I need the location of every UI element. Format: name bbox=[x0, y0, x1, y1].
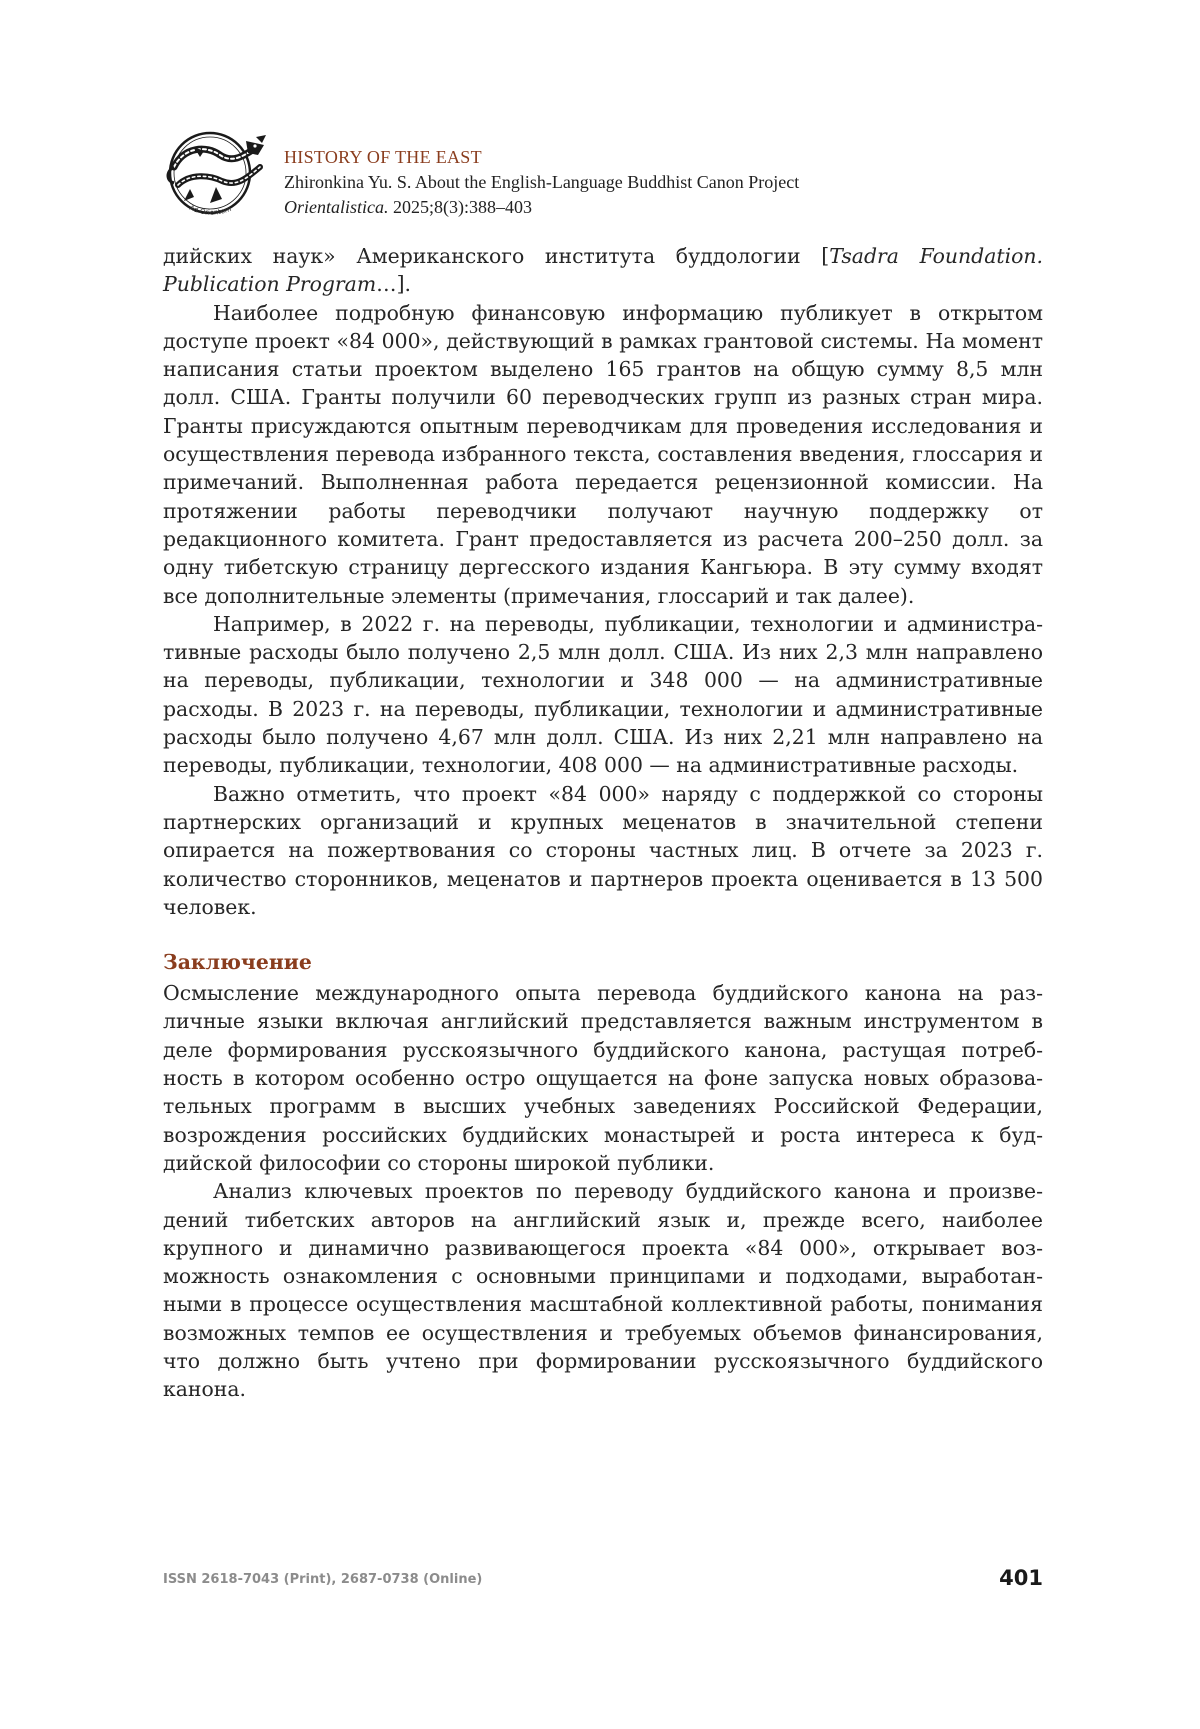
logo-text: Ad Orientem bbox=[188, 203, 233, 217]
paragraph-conclusion-1: Осмысление международного опыта перевода буддийского канона на различные языки включая английский представляется важным инструментом в деле формирования русскоязычного буддийского канона, растущая потребность в котором особенно остро ощущается на фоне запуска новых образовательных программ в высших учебных заведениях Российской Федерации, возрождения российских буддийских монастырей и роста интереса к буддийской философии со стороны широкой публики. bbox=[163, 981, 1043, 1175]
header-citation: 2025;8(3):388–403 bbox=[388, 197, 532, 217]
header-article-title: Zhironkina Yu. S. About the English-Language Buddhist Canon Project bbox=[284, 172, 800, 192]
section-heading-conclusion: Заключение bbox=[163, 950, 312, 975]
paragraph-finances: Например, в 2022 г. на переводы, публикации, технологии и административные расходы было получено 2,5 млн долл. США. Из них 2,3 млн направлено на переводы, публикации, технологии и 348 000 — на административные расходы. В 2023 г. на переводы, публикации, технологии и административные расходы было получено 4,67 млн долл. США. Из них 2,21 млн направлено на переводы, публикации, технологии, 408 000 — на административные расходы. bbox=[163, 611, 1043, 778]
page-number: 401 bbox=[999, 1566, 1043, 1590]
running-header bbox=[160, 127, 1060, 227]
paragraph-grants: Наиболее подробную финансовую информацию публикует в открытом доступе проект «84 000», действующий в рамках грантовой системы. На момент написания статьи проектом выделено 165 грантов на общую сумму 8,5 млн долл. США. Гранты получили 60 переводческих групп из разных стран мира. Гранты присуждаются опытным переводчикам для проведения исследования и осуществления перевода избранного текста, составления введения, глоссария и примечаний. Выполненная работа передается рецензионной комиссии. На протяжении работы переводчики получают научную поддержку от редакционного комитета. Грант предоставляется из расчета 200–250 долл. за одну тибетскую страницу дергесского издания Кангьюра. В эту сумму входят все дополнительные элементы (примечания, глоссарий и так далее). bbox=[163, 300, 1043, 608]
header-text-block bbox=[284, 145, 799, 220]
paragraph-text: дийских наук» Американского института буддологии [ bbox=[163, 244, 830, 268]
article-body bbox=[163, 242, 1043, 1404]
header-section-title: HISTORY OF THE EAST bbox=[284, 147, 482, 167]
footer-issn: ISSN 2618-7043 (Print), 2687-0738 (Online) bbox=[163, 1572, 483, 1587]
paragraph-donations: Важно отметить, что проект «84 000» наряду с поддержкой со стороны партнерских организаций и крупных меценатов в значительной степени опирается на пожертвования со стороны частных лиц. В отчете за 2023 г. количество сторонников, меценатов и партнеров проекта оценивается в 13 500 человек. bbox=[163, 781, 1043, 919]
citation-italic: Tsadra Foundation. Publication Program bbox=[163, 244, 1043, 297]
paragraph-text-end: …]. bbox=[376, 272, 411, 297]
journal-logo-icon bbox=[160, 127, 268, 223]
paragraph-conclusion-2: Анализ ключевых проектов по переводу буддийского канона и произведений тибетских авторов на английский язык и, прежде всего, наиболее крупного и динамично развивающегося проекта «84 000», открывает возможность ознакомления с основными принципами и подходами, выработанными в процессе осуществления масштабной коллективной работы, понимания возможных темпов ее осуществления и требуемых объемов финансирования, что должно быть учтено при формировании русскоязычного буддийского канона. bbox=[163, 1179, 1043, 1402]
header-journal-name: Orientalistica. bbox=[284, 197, 389, 217]
header-citation-line bbox=[284, 195, 799, 220]
paragraph-continued bbox=[163, 242, 1043, 299]
